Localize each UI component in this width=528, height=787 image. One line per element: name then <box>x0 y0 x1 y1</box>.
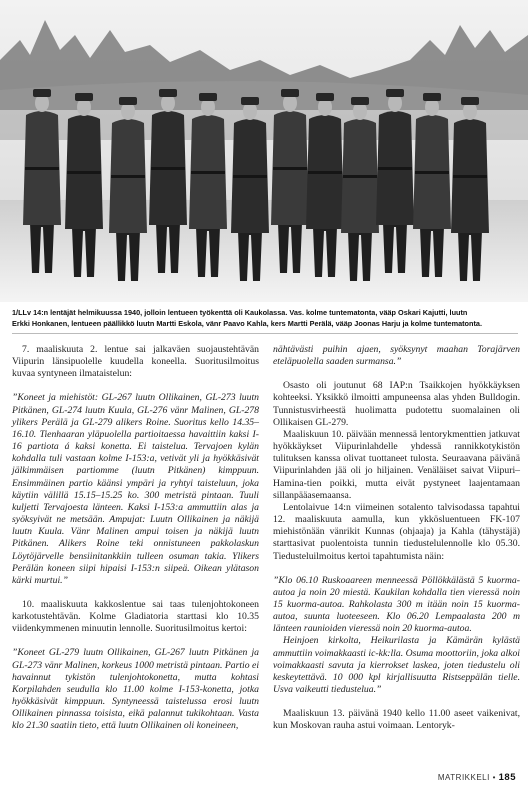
page-number: 185 <box>498 772 516 783</box>
quote-paragraph: ”Klo 06.10 Ruskoaareen menneessä Pöllökkälästä 5 kuorma-autoa ja noin 20 miestä. Kaukilan kohdalla tien vieressä noin 15 kuorma-autoa. Rahkolasta 300 m itään noin 15 kuorma-autoa, suunta luoteeseen. Klo 06.20 Lempaalasta 200 m länteen raunioiden vieressä noin 20 kuorma-autoa. <box>273 574 520 635</box>
quote-paragraph: ”Koneet ja miehistöt: GL-267 luutn Ollikainen, GL-273 luutn Pitkänen, GL-274 luutn Kuula, GL-276 vänr Malinen, GL-278 ylikers Perälä ja GL-279 alikers Roine. Suoritus kello 14.35–16.10. Tienhaaran yläpuolella partioitaessa havaittiin kaksi I-16 partiota á kaksi konetta. Ei taistelua. Tervajoen kylän kohdalla tuli vastaan kolme I-153:a, vetivät yli ja hyökkäsivät jälkimmäisen partiomme (luutn Pitkänen) kimppuun. Ensimmäinen partio käänsi ympäri ja ryhtyi taisteluun, joka käytiin välillä 15.15–15.25 ko. 300 metristä pintaan. Tuuli kuljetti Tervajoesta länteen. Kaksi I-153:a ammuttiin alas ja syöksyivät ne metsään. Ampujat: Luutn Ollikainen ja näkijä luutn Kuula. Vänr Malinen ampui toisen ja näkijä luutn Pitkänen. Alikers Roine teki onnistuneen pakkolaskun Löytöjärvelle bensiinitankkiin tulleen osuman takia. Ylikers Perälän koneen siipi hipaisi I-153:n siipeä. Oikean ylätason kärki murtui.” <box>12 392 259 586</box>
paragraph: 10. maaliskuuta kakkoslentue sai taas tulenjohtokoneen karkotustehtävän. Kolme Gladiatoria starttasi klo 10.35 viidenkymmenen minuutin lennolle. Suoritusilmoitus kertoi: <box>12 598 259 635</box>
quote-paragraph: ”Koneet GL-279 luutn Ollikainen, GL-267 luutn Pitkänen ja GL-273 vänr Malinen, korkeus 1000 metristä pintaan. Partio ei havainnut tykistön tulenjohtokonetta, mutta kohtasi Korpilahden seudulla klo 11.00 kolme I-153-konetta, jotka hyökkäsivät kimppuun. Syntyneessä taistelussa erosi luutn Ollikainen pinnassa toisista, eikä palannut tukikohtaan. Vasta klo 21.30 saatiin tieto, että luutn Ollikainen oli koneineen, <box>12 647 260 732</box>
left-column <box>12 344 259 733</box>
quote-paragraph: nähtävästi puihin ajaen, syöksynyt maahan Torajärven eteläpuolella saaden surmansa.” <box>273 344 520 368</box>
paragraph: 7. maaliskuuta 2. lentue sai jalkaväen suojaustehtävän Viipurin länsipuolelle kuudella koneella. Suoritusilmoitus kuvaa syntyneen ilmataistelun: <box>12 344 259 380</box>
page-footer <box>438 772 516 783</box>
right-column <box>273 344 520 733</box>
caption-divider <box>12 333 518 334</box>
quote-paragraph: Heinjoen kirkolta, Heikurilasta ja Kämärän kylästä ammuttiin voimakkaasti ic-kk:lla. Osuma moottoriin, joka alkoi voimakkaasti savuta ja kierrokset laskea, joten tiedustelu oli keskeytettävä. 10 000 kpl kirjallisuutta Ristseppälän tielle. Usva vaikeutti tiedustelua.” <box>273 635 520 696</box>
group-photo <box>0 0 528 302</box>
photo-caption <box>12 307 518 329</box>
group-photo-image <box>0 0 528 302</box>
footer-separator: • <box>492 773 496 782</box>
paragraph: Lentolaivue 14:n viimeinen sotalento talvisodassa tapahtui 12. maaliskuuta aamulla, kun ykkösluentueen FK-107 miehistönään vänrikit Kunnas (ohjaaja) ja Kahla (tähystäjä) starttasivat puolentoista tunnin tiedustelulennolle klo 05.30. Tiedusteluilmoitus kertoi tapahtumista näin: <box>273 501 520 562</box>
footer-section: MATRIKKELI <box>437 773 490 782</box>
caption-line-1: 1/LLv 14:n lentäjät helmikuussa 1940, jolloin lentueen työkenttä oli Kaukolassa. Vas. kolme tuntematonta, vääp Oskari Kajutti, luutn <box>12 308 468 317</box>
paragraph: Maaliskuun 13. päivänä 1940 kello 11.00 aseet vaikenivat, kun Moskovan rauha astui voimaan. Lentoryk- <box>273 708 520 732</box>
paragraph: Osasto oli joutunut 68 IAP:n Tsaikkojen hyökkäyksen kohteeksi. Yksikkö ilmoitti ampuneensa alas yhden Bulldogin. Tunnistusvirheestä huolimatta pudotettu suomalainen oli Ollikaisen GL-279. <box>273 380 520 428</box>
caption-line-2: Erkki Honkanen, lentueen päällikkö luutn Martti Eskola, vänr Paavo Kahla, kers Martti Perälä, vääp Joonas Harju ja kolme tuntematonta. <box>12 319 482 328</box>
paragraph: Maaliskuun 10. päivään mennessä lentorykmenttien jatkuvat hyökkäykset Viipurinlahdelle yhdessä rannikkotykistön tulituksen kanssa olivat tuottaneet tulosta. Seuraavana päivänä Viipurinlahden jää oli jo hiljainen. Venäläiset saivat Viipuri–Hamina-tien poikki, mutta eivät pystyneet laajentamaan sillanpääasemaansa. <box>273 428 520 501</box>
